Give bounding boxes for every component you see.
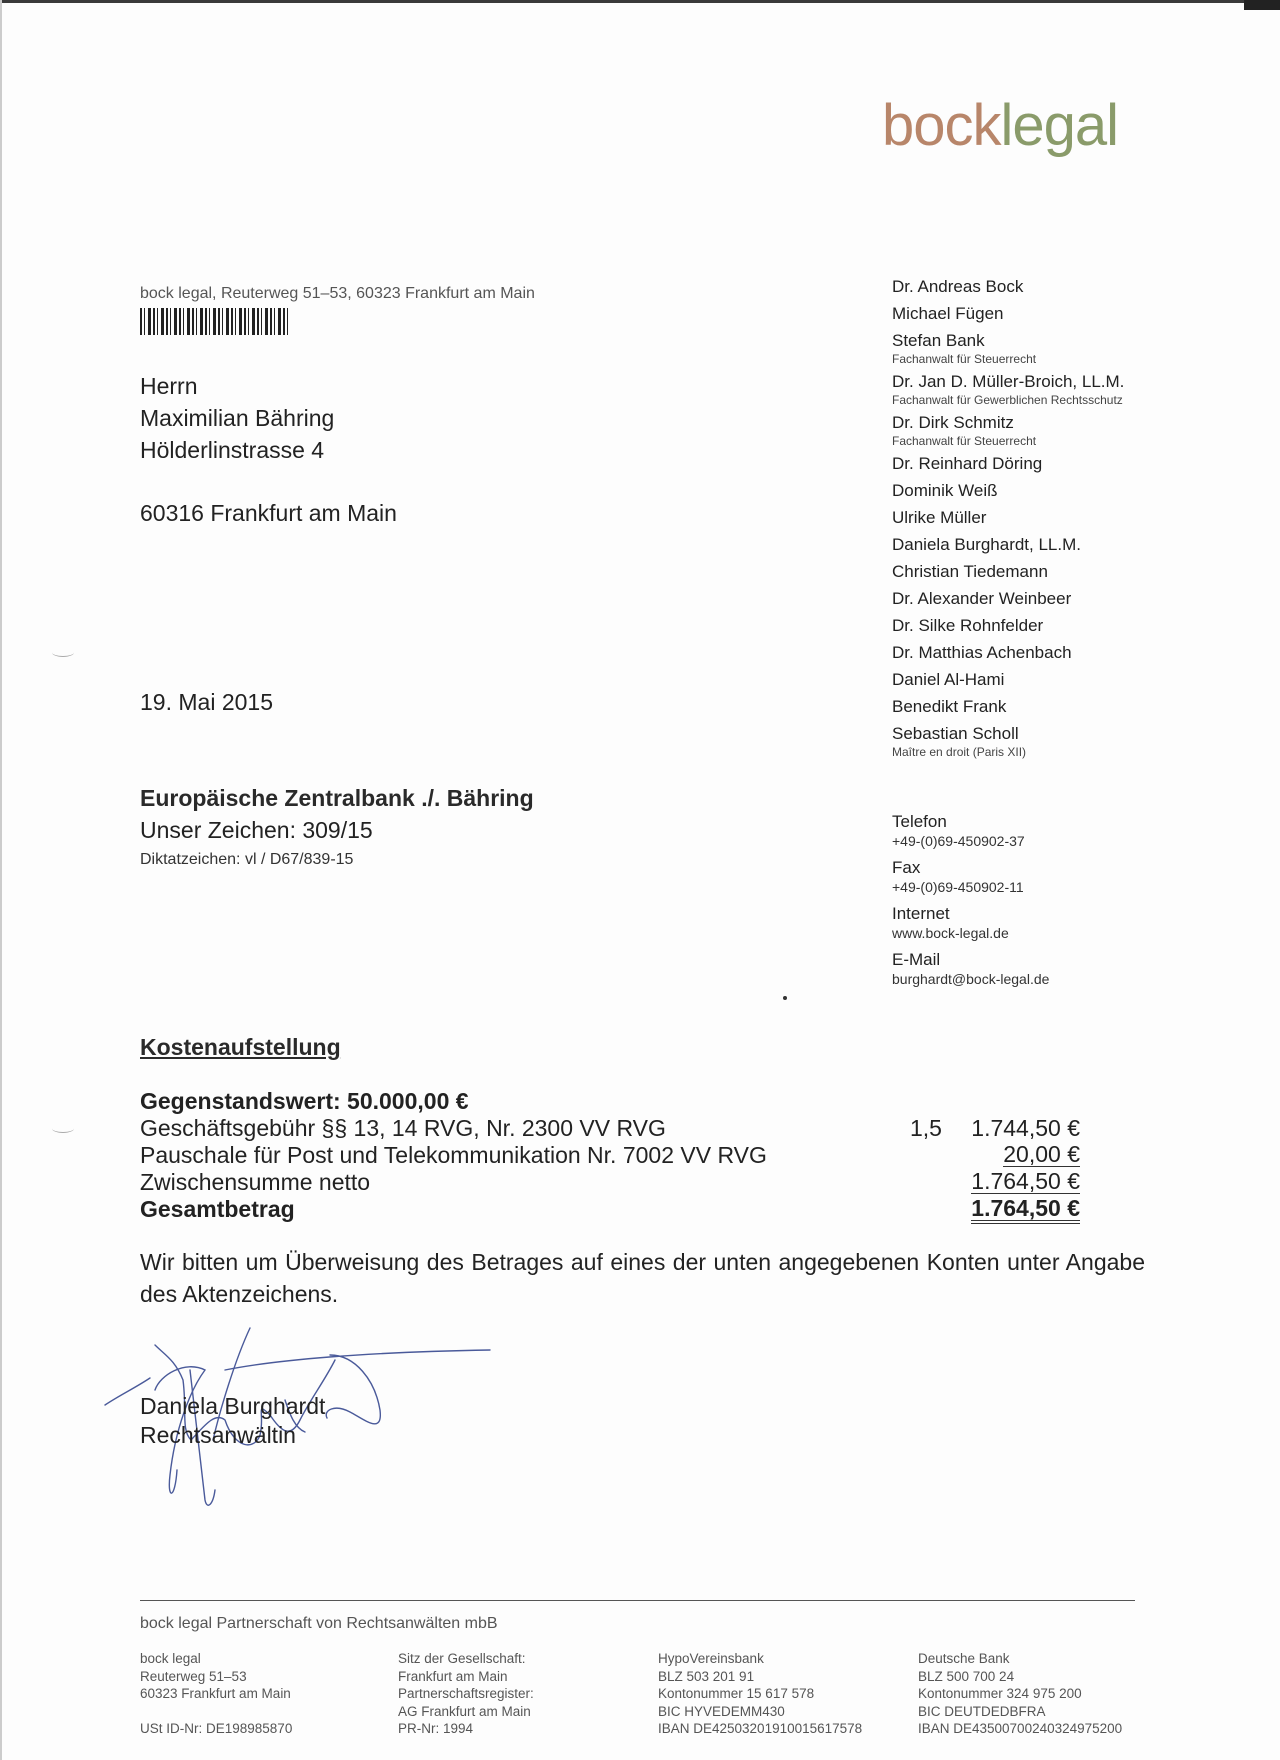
matter-block <box>140 785 534 869</box>
footer-line: Kontonummer 15 617 578 <box>658 1686 815 1701</box>
letter-date: 19. Mai 2015 <box>140 689 273 715</box>
footer-line: AG Frankfurt am Main <box>398 1703 531 1719</box>
partner-item <box>892 453 1192 475</box>
signer-block <box>140 1392 325 1450</box>
partner-name: Dr. Matthias Achenbach <box>892 643 1072 662</box>
contact-item <box>892 812 1192 850</box>
partner-list <box>892 276 1192 764</box>
logo-part-bock: bock <box>882 93 1001 158</box>
recipient-street: Hölderlinstrasse 4 <box>140 437 325 463</box>
company-logo <box>882 92 1118 159</box>
sender-return-address: bock legal, Reuterweg 51–53, 60323 Frankfurt am Main <box>140 285 535 302</box>
footer-line: IBAN DE43500700240324975200 <box>918 1721 1123 1736</box>
scan-smudge <box>52 1124 74 1133</box>
partner-name: Stefan Bank <box>892 331 985 350</box>
signer-name: Daniela Burghardt <box>140 1393 326 1419</box>
partner-item <box>892 696 1192 718</box>
scan-smudge <box>52 648 74 657</box>
footer-line: PR-Nr: 1994 <box>398 1721 474 1736</box>
partner-name: Christian Tiedemann <box>892 562 1048 581</box>
partner-item <box>892 330 1192 366</box>
contact-block <box>892 812 1192 996</box>
cost-amount: 1.764,50 € <box>971 1196 1080 1224</box>
cost-row <box>140 1142 1080 1169</box>
footer-line: BLZ 500 700 24 <box>918 1668 1015 1684</box>
logo-part-legal: legal <box>1000 93 1119 158</box>
cost-amount: 20,00 € <box>1003 1141 1080 1167</box>
footer-address-column <box>140 1650 292 1738</box>
partner-name: Dr. Silke Rohnfelder <box>892 616 1044 635</box>
partner-title: Fachanwalt für Steuerrecht <box>892 434 1037 448</box>
footer-line: Reuterweg 51–53 <box>140 1668 247 1684</box>
footer-line: bock legal <box>140 1651 201 1666</box>
footer-line: 60323 Frankfurt am Main <box>140 1686 291 1701</box>
subject-value: Gegenstandswert: 50.000,00 € <box>140 1088 469 1114</box>
footer-line: Sitz der Gesellschaft: <box>398 1651 526 1666</box>
partner-item <box>892 412 1192 448</box>
dictation-reference: Diktatzeichen: vl / D67/839-15 <box>140 851 354 868</box>
partner-item <box>892 480 1192 502</box>
partner-item <box>892 669 1192 691</box>
cost-label: Gesamtbetrag <box>140 1196 295 1222</box>
footer-line: HypoVereinsbank <box>658 1651 764 1666</box>
partner-name: Dr. Jan D. Müller-Broich, LL.M. <box>892 372 1125 391</box>
partner-name: Sebastian Scholl <box>892 724 1019 743</box>
recipient-address <box>140 370 397 529</box>
partner-item <box>892 561 1192 583</box>
contact-label: E-Mail <box>892 950 941 969</box>
scan-dot <box>783 996 787 1000</box>
contact-value: +49-(0)69-450902-11 <box>892 879 1024 895</box>
scan-mark <box>1244 0 1280 10</box>
footer-line: BLZ 503 201 91 <box>658 1668 755 1684</box>
cost-statement-heading: Kostenaufstellung <box>140 1034 341 1060</box>
cost-label: Zwischensumme netto <box>140 1169 371 1195</box>
cost-row <box>140 1115 1080 1142</box>
partner-item <box>892 303 1192 325</box>
partner-name: Michael Fügen <box>892 304 1004 323</box>
partner-item <box>892 588 1192 610</box>
recipient-city: 60316 Frankfurt am Main <box>140 500 397 526</box>
footer-divider <box>140 1600 1135 1601</box>
contact-value: burghardt@bock-legal.de <box>892 971 1050 987</box>
footer-line: IBAN DE42503201910015617578 <box>658 1721 863 1736</box>
postal-barcode <box>140 308 290 335</box>
partner-item <box>892 276 1192 298</box>
footer-line: Kontonummer 324 975 200 <box>918 1686 1082 1701</box>
contact-value: www.bock-legal.de <box>892 925 1009 941</box>
partner-name: Daniela Burghardt, LL.M. <box>892 535 1081 554</box>
footer-line <box>140 1703 292 1721</box>
partner-title: Fachanwalt für Gewerblichen Rechtsschutz <box>892 393 1123 407</box>
footer-line: USt ID-Nr: DE198985870 <box>140 1721 293 1736</box>
footer-bank1-column <box>658 1650 862 1738</box>
partner-item <box>892 534 1192 556</box>
partner-name: Dr. Andreas Bock <box>892 277 1024 296</box>
contact-value: +49-(0)69-450902-37 <box>892 833 1025 849</box>
footer-line: Partnerschaftsregister: <box>398 1686 534 1701</box>
cost-row-total <box>140 1196 1080 1223</box>
partner-name: Ulrike Müller <box>892 508 987 527</box>
cost-label: Pauschale für Post und Telekommunikation Nr. 7002 VV RVG <box>140 1142 767 1168</box>
cost-row-subtotal <box>140 1169 1080 1196</box>
footer-line: BIC DEUTDEDBFRA <box>918 1703 1046 1719</box>
footer-line: Deutsche Bank <box>918 1651 1010 1666</box>
matter-title: Europäische Zentralbank ./. Bähring <box>140 785 534 811</box>
cost-table <box>140 1088 1080 1223</box>
footer-line: Frankfurt am Main <box>398 1668 508 1684</box>
footer-registry-column <box>398 1650 534 1738</box>
partner-name: Daniel Al-Hami <box>892 670 1005 689</box>
partner-item <box>892 371 1192 407</box>
contact-label: Internet <box>892 904 950 923</box>
partner-name: Dominik Weiß <box>892 481 998 500</box>
contact-item <box>892 904 1192 942</box>
our-reference: Unser Zeichen: 309/15 <box>140 817 373 843</box>
firm-name: bock legal Partnerschaft von Rechtsanwälten mbB <box>140 1615 498 1632</box>
cost-label: Geschäftsgebühr §§ 13, 14 RVG, Nr. 2300 VV RVG <box>140 1115 666 1141</box>
partner-title: Maître en droit (Paris XII) <box>892 745 1027 759</box>
payment-request-text: Wir bitten um Überweisung des Betrages auf eines der unten angegebenen Konten unter Angabe des Aktenzeichens. <box>140 1249 1145 1307</box>
signer-role: Rechtsanwältin <box>140 1422 296 1448</box>
contact-label: Fax <box>892 858 921 877</box>
contact-label: Telefon <box>892 812 947 831</box>
page-left-edge <box>0 0 2 1760</box>
partner-item <box>892 615 1192 637</box>
partner-name: Benedikt Frank <box>892 697 1007 716</box>
partner-name: Dr. Dirk Schmitz <box>892 413 1014 432</box>
partner-item <box>892 723 1192 759</box>
top-edge-line <box>0 0 1280 3</box>
contact-item <box>892 858 1192 896</box>
partner-name: Dr. Alexander Weinbeer <box>892 589 1072 608</box>
partner-item <box>892 642 1192 664</box>
partner-name: Dr. Reinhard Döring <box>892 454 1043 473</box>
cost-factor: 1,5 <box>910 1115 942 1141</box>
cost-amount: 1.764,50 € <box>971 1168 1080 1194</box>
contact-item <box>892 950 1192 988</box>
cost-amount: 1.744,50 € <box>971 1115 1080 1141</box>
footer-line: BIC HYVEDEMM430 <box>658 1703 785 1719</box>
recipient-salutation: Herrn <box>140 373 198 399</box>
recipient-name: Maximilian Bähring <box>140 405 335 431</box>
footer-bank2-column <box>918 1650 1122 1738</box>
partner-item <box>892 507 1192 529</box>
partner-title: Fachanwalt für Steuerrecht <box>892 352 1037 366</box>
